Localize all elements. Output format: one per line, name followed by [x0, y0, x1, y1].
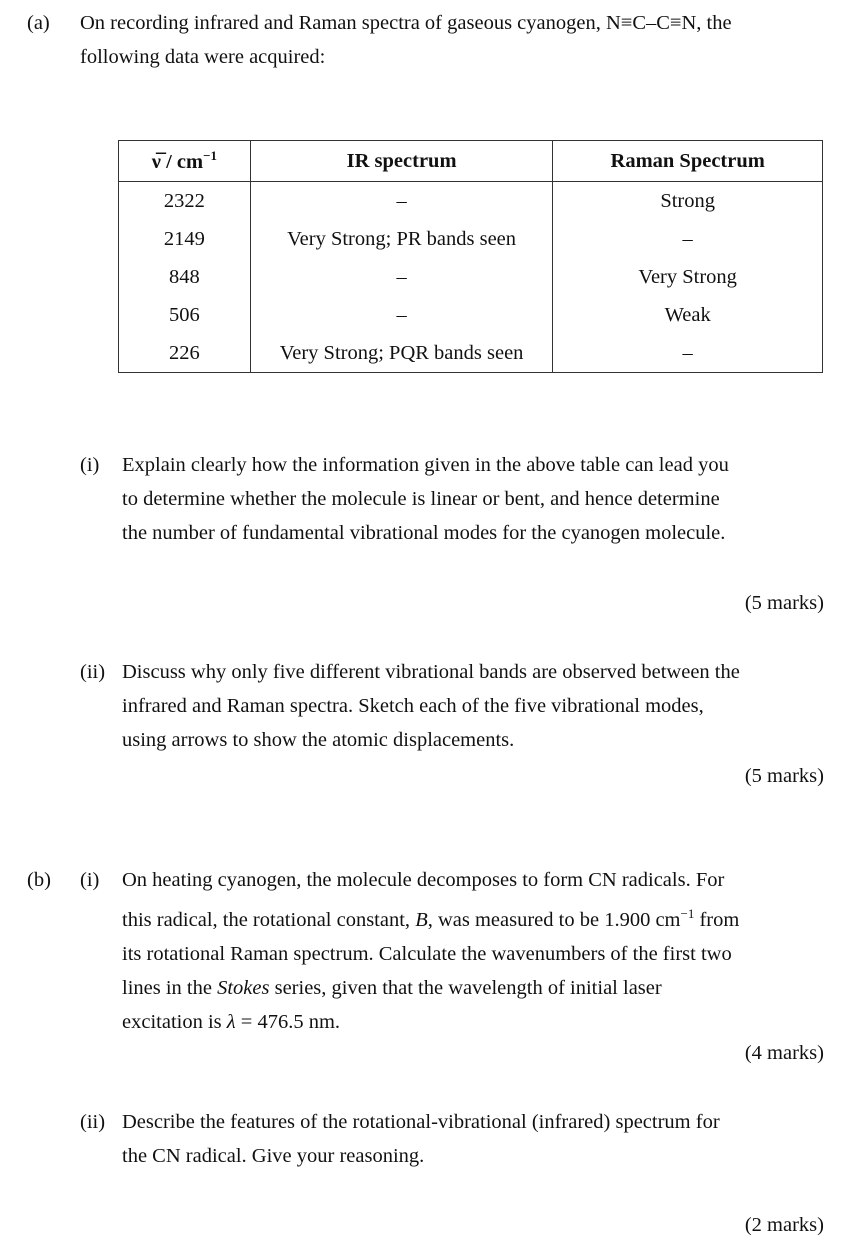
cell-ir: –	[250, 182, 553, 221]
b-i-line3: its rotational Raman spectrum. Calculate the wavenumbers of the first two	[122, 943, 732, 965]
part-a-label: (a)	[27, 12, 50, 34]
cell-wavenumber: 226	[119, 334, 251, 373]
part-b-label: (b)	[27, 869, 51, 891]
cell-raman: Strong	[553, 182, 823, 221]
b-i-question	[122, 863, 739, 1039]
cell-ir: Very Strong; PQR bands seen	[250, 334, 553, 373]
cell-ir: –	[250, 258, 553, 296]
a-i-question	[122, 448, 729, 550]
table-row	[119, 220, 823, 258]
b-i-line4: lines in the Stokes series, given that the wavelength of initial laser	[122, 977, 662, 999]
b-i-marks: (4 marks)	[744, 1042, 824, 1064]
b-ii-question	[122, 1105, 720, 1173]
b-ii-label: (ii)	[80, 1111, 106, 1133]
part-a-intro-line2: following data were acquired:	[80, 46, 326, 68]
cell-wavenumber: 2322	[119, 182, 251, 221]
table-row	[119, 182, 823, 221]
cell-raman: –	[553, 220, 823, 258]
cell-ir: –	[250, 296, 553, 334]
cell-wavenumber: 2149	[119, 220, 251, 258]
cell-raman: –	[553, 334, 823, 373]
b-ii-line: Describe the features of the rotational-vibrational (infrared) spectrum for	[122, 1111, 720, 1133]
a-ii-line: infrared and Raman spectra. Sketch each of the five vibrational modes,	[122, 695, 704, 717]
b-i-line5: excitation is λ = 476.5 nm.	[122, 1011, 341, 1033]
header-ir-spectrum: IR spectrum	[250, 141, 553, 182]
cell-wavenumber: 506	[119, 296, 251, 334]
a-i-label: (i)	[80, 454, 100, 476]
header-wavenumber: ν̅ / $cm^{-1}$	[119, 141, 251, 182]
table-header-row	[119, 141, 823, 182]
table-row	[119, 258, 823, 296]
b-i-label: (i)	[80, 869, 100, 891]
a-ii-question	[122, 655, 740, 757]
b-ii-line: the CN radical. Give your reasoning.	[122, 1145, 425, 1167]
cell-wavenumber: 848	[119, 258, 251, 296]
a-i-line: Explain clearly how the information given in the above table can lead you	[122, 454, 729, 476]
a-i-line: to determine whether the molecule is linear or bent, and hence determine	[122, 488, 720, 510]
a-ii-line: using arrows to show the atomic displacements.	[122, 729, 515, 751]
table-row	[119, 334, 823, 373]
part-a-intro-line1: On recording infrared and Raman spectra of gaseous cyanogen, N≡C–C≡N, the	[80, 12, 732, 34]
a-i-marks: (5 marks)	[744, 592, 824, 614]
header-raman-spectrum: Raman Spectrum	[553, 141, 823, 182]
cell-raman: Very Strong	[553, 258, 823, 296]
spectra-table	[118, 140, 823, 373]
cell-raman: Weak	[553, 296, 823, 334]
part-a-intro	[80, 6, 732, 74]
a-ii-line: Discuss why only five different vibrational bands are observed between the	[122, 661, 740, 683]
a-i-line: the number of fundamental vibrational modes for the cyanogen molecule.	[122, 522, 726, 544]
b-i-line1: On heating cyanogen, the molecule decomposes to form CN radicals. For	[122, 869, 725, 891]
a-ii-label: (ii)	[80, 661, 106, 683]
b-ii-marks: (2 marks)	[744, 1214, 824, 1236]
cell-ir: Very Strong; PR bands seen	[250, 220, 553, 258]
b-i-line2: this radical, the rotational constant, B, was measured to be 1.900 $cm^{-1}$ from	[122, 906, 740, 931]
a-ii-marks: (5 marks)	[744, 765, 824, 787]
table-row	[119, 296, 823, 334]
